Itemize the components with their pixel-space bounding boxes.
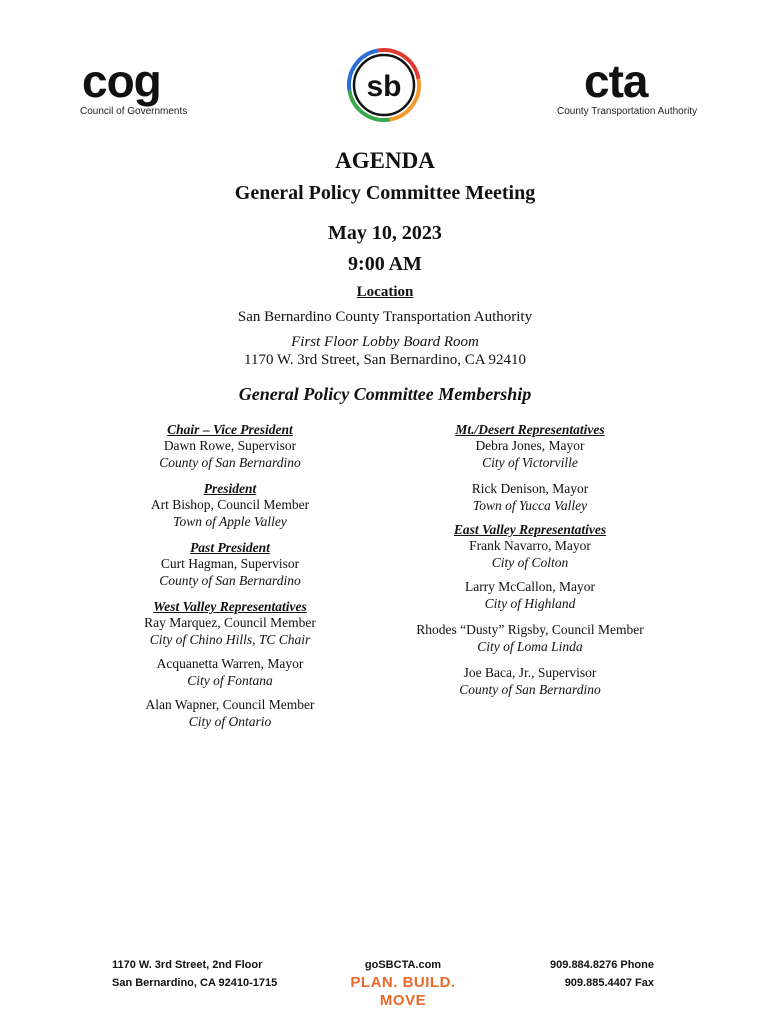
footer-website-link[interactable]: goSBCTA.com	[364, 959, 442, 971]
footer-tagline: PLAN. BUILD. MOVE	[350, 974, 456, 1009]
member-name: Frank Navarro, Mayor	[469, 538, 591, 553]
membership-left-column	[100, 422, 360, 730]
footer-phone: 909.884.8276 Phone	[550, 959, 654, 971]
footer-address-line1: 1170 W. 3rd Street, 2nd Floor	[112, 959, 263, 971]
member-name: Rick Denison, Mayor	[471, 481, 589, 496]
membership-title: General Policy Committee Membership	[238, 384, 532, 404]
cog-caption: Council of Governments	[80, 106, 188, 117]
member-org: City of Chino Hills, TC Chair	[149, 631, 311, 647]
location-label: Location	[356, 284, 414, 300]
location-room: First Floor Lobby Board Room	[291, 334, 479, 350]
member-name: Joe Baca, Jr., Supervisor	[463, 665, 597, 680]
member-name: Ray Marquez, Council Member	[144, 615, 316, 630]
footer-fax: 909.885.4407 Fax	[564, 977, 654, 989]
group-heading: West Valley Representatives	[153, 599, 307, 614]
member-group	[100, 599, 360, 648]
member-group	[400, 579, 660, 612]
cog-logo: cog	[82, 55, 161, 107]
membership-right-column	[400, 422, 660, 698]
group-heading: Mt./Desert Representatives	[455, 422, 605, 437]
meeting-title: General Policy Committee Meeting	[234, 182, 536, 204]
group-heading: Past President	[190, 540, 270, 555]
location-name: San Bernardino County Transportation Authority	[237, 309, 533, 325]
member-group	[100, 697, 360, 730]
member-org: City of Colton	[491, 554, 569, 570]
group-heading: Chair – Vice President	[167, 422, 293, 437]
member-org: County of San Bernardino	[159, 454, 301, 470]
member-group	[100, 540, 360, 589]
member-org: City of Fontana	[187, 672, 273, 688]
member-org: Town of Apple Valley	[173, 513, 287, 529]
sb-logo-text: sb	[366, 70, 402, 103]
footer-address-line2: San Bernardino, CA 92410-1715	[112, 977, 278, 989]
footer-contact	[520, 956, 654, 992]
footer-center	[328, 956, 478, 1010]
member-org: Town of Yucca Valley	[472, 497, 588, 513]
member-group	[100, 656, 360, 689]
member-org: City of Highland	[484, 595, 576, 611]
member-name: Debra Jones, Mayor	[475, 438, 585, 453]
cta-caption: County Transportation Authority	[557, 106, 698, 117]
location-address: 1170 W. 3rd Street, San Bernardino, CA 92410	[244, 352, 526, 368]
member-name: Rhodes “Dusty” Rigsby, Council Member	[416, 622, 644, 637]
footer-address	[112, 956, 277, 992]
sb-logo	[344, 45, 424, 125]
member-group	[400, 422, 660, 471]
meeting-time: 9:00 AM	[348, 253, 422, 275]
meeting-date: May 10, 2023	[328, 222, 442, 244]
member-group	[400, 481, 660, 514]
member-org: City of Victorville	[482, 454, 578, 470]
member-name: Alan Wapner, Council Member	[145, 697, 315, 712]
member-group	[400, 622, 660, 655]
member-group	[100, 422, 360, 471]
member-name: Dawn Rowe, Supervisor	[163, 438, 297, 453]
member-org: County of San Bernardino	[159, 572, 301, 588]
member-name: Acquanetta Warren, Mayor	[156, 656, 304, 671]
group-heading: East Valley Representatives	[453, 522, 607, 537]
member-group	[400, 522, 660, 571]
group-heading: President	[203, 481, 257, 496]
member-group	[100, 481, 360, 530]
member-name: Curt Hagman, Supervisor	[160, 556, 300, 571]
agenda-title: AGENDA	[335, 148, 435, 173]
member-group	[400, 665, 660, 698]
member-org: City of Ontario	[188, 713, 272, 729]
member-org: County of San Bernardino	[459, 681, 601, 697]
member-name: Art Bishop, Council Member	[150, 497, 310, 512]
member-name: Larry McCallon, Mayor	[464, 579, 596, 594]
cta-logo: cta	[584, 55, 648, 107]
member-org: City of Loma Linda	[477, 638, 583, 654]
